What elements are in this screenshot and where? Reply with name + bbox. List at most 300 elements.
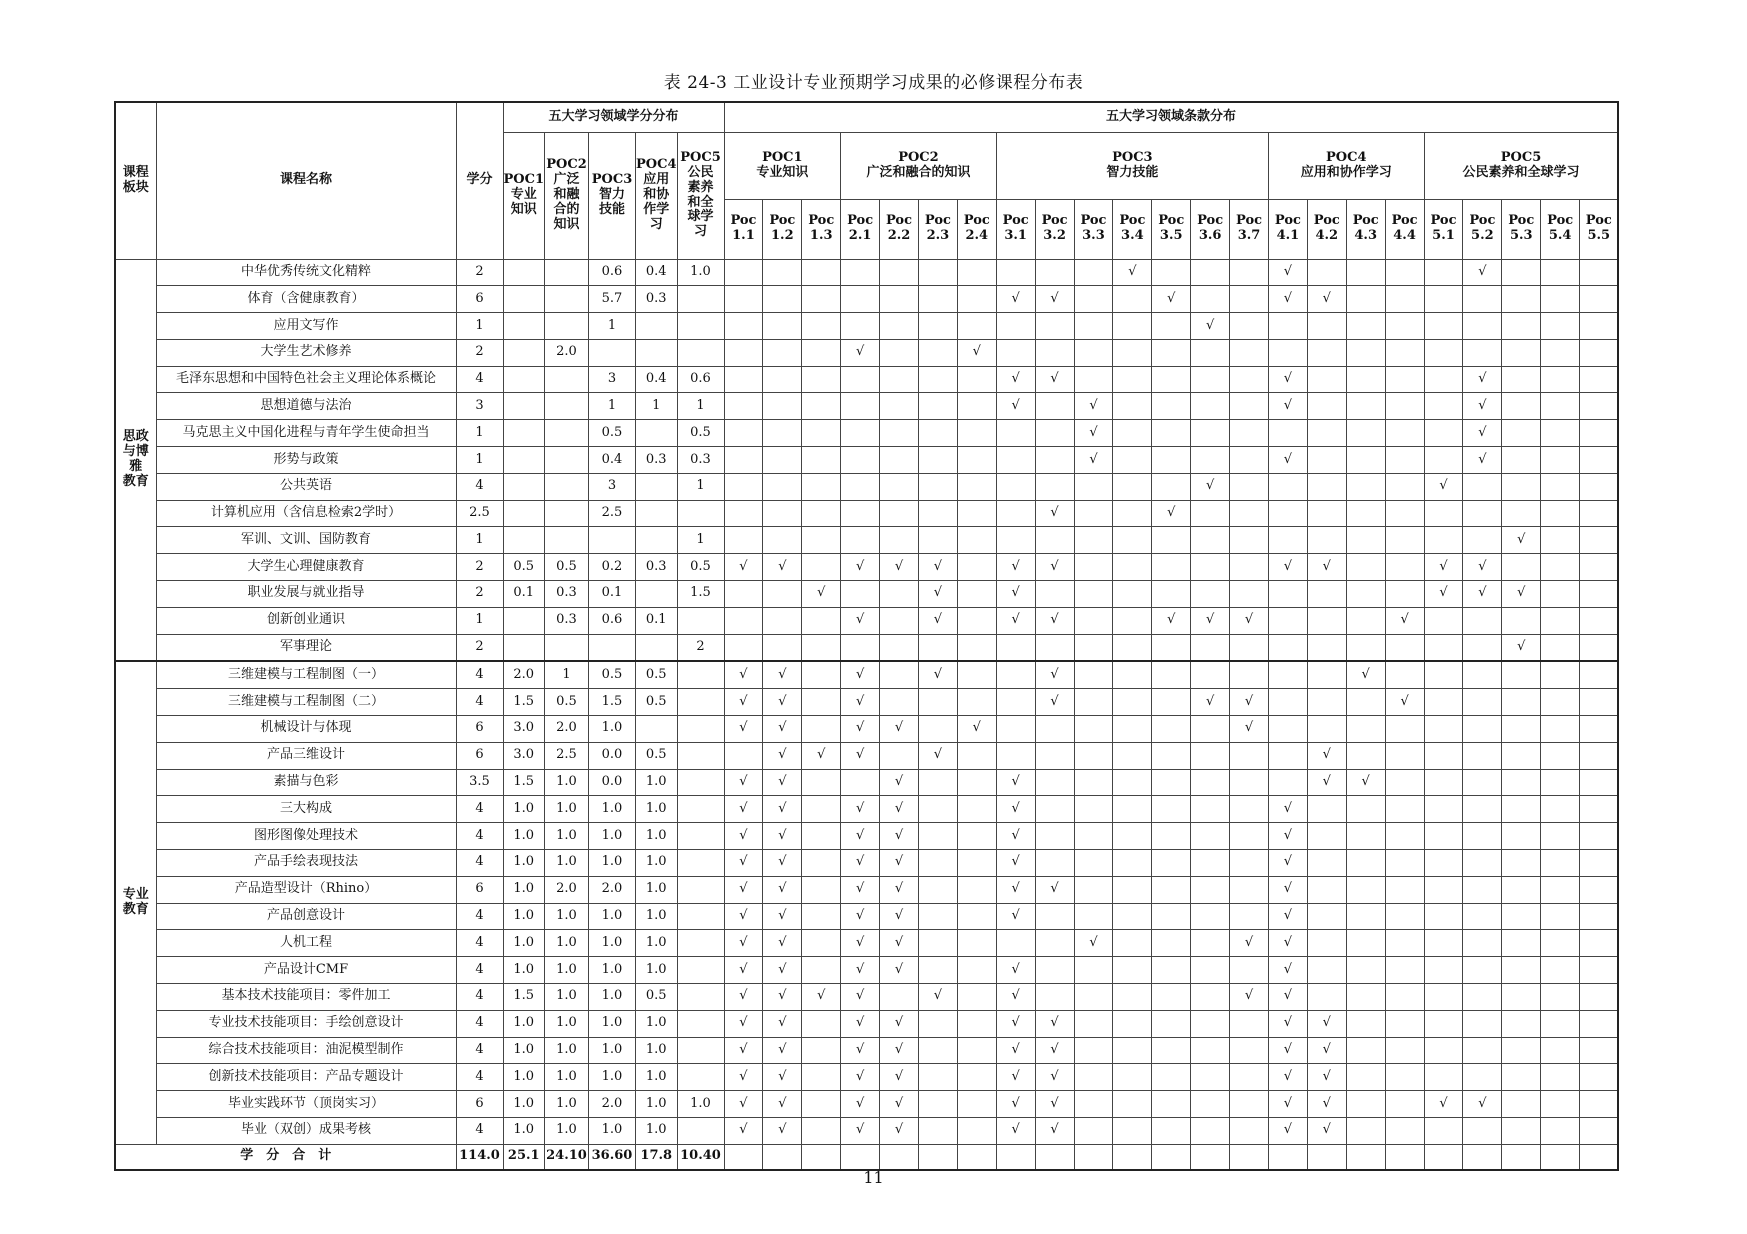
check-mark: √ xyxy=(996,607,1035,634)
empty-cell xyxy=(802,957,841,984)
empty-cell xyxy=(1268,581,1307,608)
poc5-credit xyxy=(677,957,724,984)
check-mark: √ xyxy=(1268,850,1307,877)
empty-cell xyxy=(1191,581,1230,608)
empty-cell xyxy=(1152,393,1191,420)
check-mark: √ xyxy=(996,769,1035,796)
empty-cell xyxy=(802,1037,841,1064)
empty-cell xyxy=(1385,876,1424,903)
empty-cell xyxy=(1541,473,1580,500)
check-mark: √ xyxy=(1463,447,1502,474)
empty-cell xyxy=(1191,769,1230,796)
header-poc-5-1: Poc 5.1 xyxy=(1424,199,1463,259)
empty-cell xyxy=(1502,930,1541,957)
check-mark: √ xyxy=(880,823,919,850)
poc5-credit xyxy=(677,339,724,366)
poc3-credit: 0.2 xyxy=(589,554,636,581)
poc1-credit: 1.0 xyxy=(503,876,545,903)
course-credit: 4 xyxy=(456,1064,503,1091)
check-mark: √ xyxy=(996,393,1035,420)
empty-cell xyxy=(1580,1010,1619,1037)
empty-cell xyxy=(1502,850,1541,877)
empty-cell xyxy=(1463,796,1502,823)
empty-cell xyxy=(1580,689,1619,716)
empty-cell xyxy=(996,420,1035,447)
empty-cell xyxy=(1541,554,1580,581)
empty-cell xyxy=(957,634,996,661)
empty-cell xyxy=(1463,850,1502,877)
table-row xyxy=(115,716,1618,743)
empty-cell xyxy=(1502,607,1541,634)
empty-cell xyxy=(1191,1064,1230,1091)
check-mark: √ xyxy=(957,339,996,366)
header-poc-4-1: Poc 4.1 xyxy=(1268,199,1307,259)
empty-cell xyxy=(802,393,841,420)
course-credit: 2 xyxy=(456,581,503,608)
empty-cell xyxy=(802,420,841,447)
empty-cell xyxy=(1307,850,1346,877)
empty-cell xyxy=(802,930,841,957)
poc1-credit: 2.0 xyxy=(503,661,545,688)
empty-cell xyxy=(1307,689,1346,716)
empty-cell xyxy=(918,930,957,957)
empty-cell xyxy=(1424,689,1463,716)
poc1-credit: 1.0 xyxy=(503,1037,545,1064)
poc4-credit xyxy=(636,473,678,500)
course-name: 思想道德与法治 xyxy=(156,393,456,420)
poc3-credit: 0.5 xyxy=(589,420,636,447)
empty-cell xyxy=(1580,581,1619,608)
empty-cell xyxy=(1268,607,1307,634)
empty-cell xyxy=(1230,876,1269,903)
empty-cell xyxy=(1424,661,1463,688)
empty-cell xyxy=(1463,769,1502,796)
poc3-credit: 3 xyxy=(589,473,636,500)
empty-cell xyxy=(1346,930,1385,957)
poc4-credit: 1.0 xyxy=(636,1037,678,1064)
check-mark: √ xyxy=(763,1118,802,1145)
empty-cell xyxy=(918,716,957,743)
empty-cell xyxy=(1230,796,1269,823)
empty-cell xyxy=(724,313,763,340)
header-poc-3-4: Poc 3.4 xyxy=(1113,199,1152,259)
empty-cell xyxy=(1113,581,1152,608)
table-row xyxy=(115,366,1618,393)
check-mark: √ xyxy=(1268,796,1307,823)
empty-cell xyxy=(1346,366,1385,393)
empty-cell xyxy=(1113,420,1152,447)
check-mark: √ xyxy=(1268,1064,1307,1091)
header-poc-5-3: Poc 5.3 xyxy=(1502,199,1541,259)
poc4-credit: 0.3 xyxy=(636,447,678,474)
empty-cell xyxy=(1385,1091,1424,1118)
check-mark: √ xyxy=(1307,769,1346,796)
course-name: 大学生艺术修养 xyxy=(156,339,456,366)
check-mark: √ xyxy=(918,581,957,608)
empty-cell xyxy=(1268,661,1307,688)
header-poc-5-4: Poc 5.4 xyxy=(1541,199,1580,259)
poc2-credit: 1.0 xyxy=(545,903,589,930)
check-mark: √ xyxy=(1463,1091,1502,1118)
empty-cell xyxy=(1268,689,1307,716)
check-mark: √ xyxy=(1230,984,1269,1011)
empty-cell xyxy=(1152,823,1191,850)
empty-cell xyxy=(1307,339,1346,366)
check-mark: √ xyxy=(763,796,802,823)
check-mark: √ xyxy=(763,769,802,796)
poc4-credit xyxy=(636,527,678,554)
table-row xyxy=(115,850,1618,877)
poc3-credit: 2.0 xyxy=(589,1091,636,1118)
empty-cell xyxy=(1580,876,1619,903)
empty-cell xyxy=(1113,689,1152,716)
empty-cell xyxy=(957,473,996,500)
empty-cell xyxy=(1541,796,1580,823)
check-mark: √ xyxy=(1074,930,1113,957)
empty-cell xyxy=(957,1064,996,1091)
table-row xyxy=(115,876,1618,903)
poc2-credit: 1.0 xyxy=(545,1118,589,1145)
check-mark: √ xyxy=(1268,1091,1307,1118)
check-mark: √ xyxy=(1502,581,1541,608)
empty-cell xyxy=(1307,607,1346,634)
poc4-credit: 1.0 xyxy=(636,903,678,930)
empty-cell xyxy=(1074,500,1113,527)
poc5-credit xyxy=(677,1064,724,1091)
empty-cell xyxy=(1074,984,1113,1011)
empty-cell xyxy=(1424,716,1463,743)
empty-cell xyxy=(1463,984,1502,1011)
empty-cell xyxy=(1191,876,1230,903)
course-name: 产品设计CMF xyxy=(156,957,456,984)
empty-cell xyxy=(1230,1091,1269,1118)
empty-cell xyxy=(1463,957,1502,984)
empty-cell xyxy=(1463,313,1502,340)
empty-cell xyxy=(763,1144,802,1170)
check-mark: √ xyxy=(1424,473,1463,500)
header-poc-3-6: Poc 3.6 xyxy=(1191,199,1230,259)
empty-cell xyxy=(1541,957,1580,984)
poc4-credit: 0.5 xyxy=(636,661,678,688)
empty-cell xyxy=(1541,716,1580,743)
poc3-credit: 1.0 xyxy=(589,984,636,1011)
empty-cell xyxy=(1113,1144,1152,1170)
empty-cell xyxy=(1424,903,1463,930)
empty-cell xyxy=(802,1144,841,1170)
check-mark: √ xyxy=(841,339,880,366)
poc3-credit: 0.1 xyxy=(589,581,636,608)
poc5-credit xyxy=(677,930,724,957)
poc5-credit xyxy=(677,823,724,850)
poc3-credit: 0.6 xyxy=(589,259,636,286)
empty-cell xyxy=(1463,716,1502,743)
empty-cell xyxy=(1191,339,1230,366)
header-clause-distribution: 五大学习领域条款分布 xyxy=(724,102,1618,132)
empty-cell xyxy=(841,769,880,796)
check-mark: √ xyxy=(1035,286,1074,313)
empty-cell xyxy=(1424,957,1463,984)
empty-cell xyxy=(957,286,996,313)
empty-cell xyxy=(1502,554,1541,581)
header-poc-1-1: Poc 1.1 xyxy=(724,199,763,259)
poc5-credit: 1 xyxy=(677,473,724,500)
empty-cell xyxy=(918,823,957,850)
check-mark: √ xyxy=(880,957,919,984)
header-poc-3-7: Poc 3.7 xyxy=(1230,199,1269,259)
empty-cell xyxy=(1191,1010,1230,1037)
empty-cell xyxy=(957,581,996,608)
course-credit: 1 xyxy=(456,420,503,447)
empty-cell xyxy=(1191,742,1230,769)
empty-cell xyxy=(1385,742,1424,769)
empty-cell xyxy=(1502,984,1541,1011)
poc3-credit: 1.0 xyxy=(589,1064,636,1091)
check-mark: √ xyxy=(1307,286,1346,313)
poc1-credit: 1.5 xyxy=(503,984,545,1011)
poc3-credit: 2.5 xyxy=(589,500,636,527)
empty-cell xyxy=(1152,1144,1191,1170)
empty-cell xyxy=(1230,554,1269,581)
empty-cell xyxy=(957,1010,996,1037)
empty-cell xyxy=(1502,259,1541,286)
empty-cell xyxy=(1035,796,1074,823)
course-name: 公共英语 xyxy=(156,473,456,500)
empty-cell xyxy=(1385,769,1424,796)
empty-cell xyxy=(1230,823,1269,850)
course-credit: 4 xyxy=(456,984,503,1011)
empty-cell xyxy=(1541,1144,1580,1170)
page-number: 11 xyxy=(863,1168,884,1187)
table-row xyxy=(115,313,1618,340)
check-mark: √ xyxy=(1268,286,1307,313)
empty-cell xyxy=(1385,850,1424,877)
empty-cell xyxy=(1541,581,1580,608)
empty-cell xyxy=(1385,313,1424,340)
poc3-credit: 1.0 xyxy=(589,823,636,850)
empty-cell xyxy=(1191,500,1230,527)
empty-cell xyxy=(957,607,996,634)
check-mark: √ xyxy=(1230,607,1269,634)
check-mark: √ xyxy=(724,716,763,743)
course-name: 创新技术技能项目：产品专题设计 xyxy=(156,1064,456,1091)
empty-cell xyxy=(1424,286,1463,313)
poc5-credit xyxy=(677,769,724,796)
empty-cell xyxy=(1580,661,1619,688)
empty-cell xyxy=(1113,984,1152,1011)
check-mark: √ xyxy=(880,876,919,903)
empty-cell xyxy=(1580,393,1619,420)
empty-cell xyxy=(1541,527,1580,554)
empty-cell xyxy=(1346,500,1385,527)
empty-cell xyxy=(1152,339,1191,366)
empty-cell xyxy=(918,850,957,877)
empty-cell xyxy=(1463,634,1502,661)
poc4-credit: 1.0 xyxy=(636,876,678,903)
poc4-credit: 1.0 xyxy=(636,769,678,796)
check-mark: √ xyxy=(1268,1037,1307,1064)
poc1-credit: 0.1 xyxy=(503,581,545,608)
check-mark: √ xyxy=(996,1010,1035,1037)
empty-cell xyxy=(1230,742,1269,769)
check-mark: √ xyxy=(1463,366,1502,393)
poc2-credit xyxy=(545,420,589,447)
poc4-credit: 1.0 xyxy=(636,850,678,877)
poc3-credit: 0.5 xyxy=(589,661,636,688)
empty-cell xyxy=(763,313,802,340)
empty-cell xyxy=(1035,823,1074,850)
empty-cell xyxy=(1230,500,1269,527)
check-mark: √ xyxy=(1268,1118,1307,1145)
empty-cell xyxy=(1152,876,1191,903)
empty-cell xyxy=(1580,473,1619,500)
check-mark: √ xyxy=(880,796,919,823)
empty-cell xyxy=(1385,903,1424,930)
empty-cell xyxy=(1307,984,1346,1011)
empty-cell xyxy=(1191,420,1230,447)
poc3-credit: 1.0 xyxy=(589,903,636,930)
poc5-credit: 2 xyxy=(677,634,724,661)
empty-cell xyxy=(1463,527,1502,554)
empty-cell xyxy=(1113,473,1152,500)
empty-cell xyxy=(1191,930,1230,957)
check-mark: √ xyxy=(802,984,841,1011)
empty-cell xyxy=(1035,716,1074,743)
empty-cell xyxy=(880,393,919,420)
empty-cell xyxy=(1230,581,1269,608)
empty-cell xyxy=(1346,957,1385,984)
empty-cell xyxy=(1385,1037,1424,1064)
table-row xyxy=(115,1037,1618,1064)
empty-cell xyxy=(1502,339,1541,366)
course-credit: 2 xyxy=(456,339,503,366)
empty-cell xyxy=(1502,957,1541,984)
check-mark: √ xyxy=(996,823,1035,850)
poc4-credit: 1.0 xyxy=(636,1091,678,1118)
empty-cell xyxy=(1074,1064,1113,1091)
course-name: 毕业实践环节（顶岗实习） xyxy=(156,1091,456,1118)
empty-cell xyxy=(957,903,996,930)
empty-cell xyxy=(1230,1010,1269,1037)
empty-cell xyxy=(1230,1037,1269,1064)
check-mark: √ xyxy=(1074,447,1113,474)
empty-cell xyxy=(1074,661,1113,688)
empty-cell xyxy=(841,1144,880,1170)
header-poc-3-1: Poc 3.1 xyxy=(996,199,1035,259)
check-mark: √ xyxy=(724,554,763,581)
empty-cell xyxy=(1035,903,1074,930)
empty-cell xyxy=(1074,796,1113,823)
empty-cell xyxy=(1346,527,1385,554)
poc2-credit: 0.5 xyxy=(545,689,589,716)
empty-cell xyxy=(1385,1010,1424,1037)
check-mark: √ xyxy=(918,984,957,1011)
table-row xyxy=(115,1118,1618,1145)
empty-cell xyxy=(1502,500,1541,527)
check-mark: √ xyxy=(996,1037,1035,1064)
empty-cell xyxy=(1074,957,1113,984)
check-mark: √ xyxy=(1191,313,1230,340)
empty-cell xyxy=(1424,420,1463,447)
poc1-credit xyxy=(503,366,545,393)
empty-cell xyxy=(1152,1118,1191,1145)
empty-cell xyxy=(1113,313,1152,340)
poc5-credit: 1.0 xyxy=(677,259,724,286)
check-mark: √ xyxy=(841,823,880,850)
poc1-credit xyxy=(503,473,545,500)
empty-cell xyxy=(880,259,919,286)
empty-cell xyxy=(1385,447,1424,474)
empty-cell xyxy=(957,823,996,850)
table-row xyxy=(115,689,1618,716)
poc3-credit: 1 xyxy=(589,313,636,340)
check-mark: √ xyxy=(1502,527,1541,554)
empty-cell xyxy=(1541,850,1580,877)
empty-cell xyxy=(918,769,957,796)
empty-cell xyxy=(918,286,957,313)
empty-cell xyxy=(763,393,802,420)
check-mark: √ xyxy=(1035,554,1074,581)
empty-cell xyxy=(1268,339,1307,366)
header-poc-group-1: POC1 专业知识 xyxy=(724,132,841,199)
course-credit: 1 xyxy=(456,313,503,340)
check-mark: √ xyxy=(1035,1010,1074,1037)
empty-cell xyxy=(1463,742,1502,769)
empty-cell xyxy=(1346,689,1385,716)
empty-cell xyxy=(1113,527,1152,554)
check-mark: √ xyxy=(1424,581,1463,608)
empty-cell xyxy=(763,581,802,608)
check-mark: √ xyxy=(1230,716,1269,743)
check-mark: √ xyxy=(1035,607,1074,634)
empty-cell xyxy=(1424,1064,1463,1091)
empty-cell xyxy=(724,339,763,366)
poc1-credit: 1.5 xyxy=(503,689,545,716)
empty-cell xyxy=(1074,634,1113,661)
empty-cell xyxy=(1230,259,1269,286)
course-name: 职业发展与就业指导 xyxy=(156,581,456,608)
empty-cell xyxy=(1230,447,1269,474)
empty-cell xyxy=(918,1037,957,1064)
poc3-credit xyxy=(589,339,636,366)
check-mark: √ xyxy=(841,1118,880,1145)
empty-cell xyxy=(1541,876,1580,903)
header-poc-4-2: Poc 4.2 xyxy=(1307,199,1346,259)
empty-cell xyxy=(1385,500,1424,527)
poc5-credit: 1.5 xyxy=(677,581,724,608)
empty-cell xyxy=(841,393,880,420)
empty-cell xyxy=(1230,339,1269,366)
empty-cell xyxy=(1152,1010,1191,1037)
course-name: 毕业（双创）成果考核 xyxy=(156,1118,456,1145)
header-poc-credit-3: POC3 智力 技能 xyxy=(589,132,636,259)
empty-cell xyxy=(1230,903,1269,930)
empty-cell xyxy=(918,1010,957,1037)
empty-cell xyxy=(996,339,1035,366)
course-name: 形势与政策 xyxy=(156,447,456,474)
empty-cell xyxy=(996,930,1035,957)
check-mark: √ xyxy=(724,689,763,716)
empty-cell xyxy=(1113,823,1152,850)
empty-cell xyxy=(1502,661,1541,688)
empty-cell xyxy=(1502,420,1541,447)
course-credit: 4 xyxy=(456,1010,503,1037)
empty-cell xyxy=(1307,957,1346,984)
empty-cell xyxy=(1307,473,1346,500)
empty-cell xyxy=(1230,527,1269,554)
empty-cell xyxy=(1502,796,1541,823)
empty-cell xyxy=(1502,393,1541,420)
check-mark: √ xyxy=(996,1118,1035,1145)
